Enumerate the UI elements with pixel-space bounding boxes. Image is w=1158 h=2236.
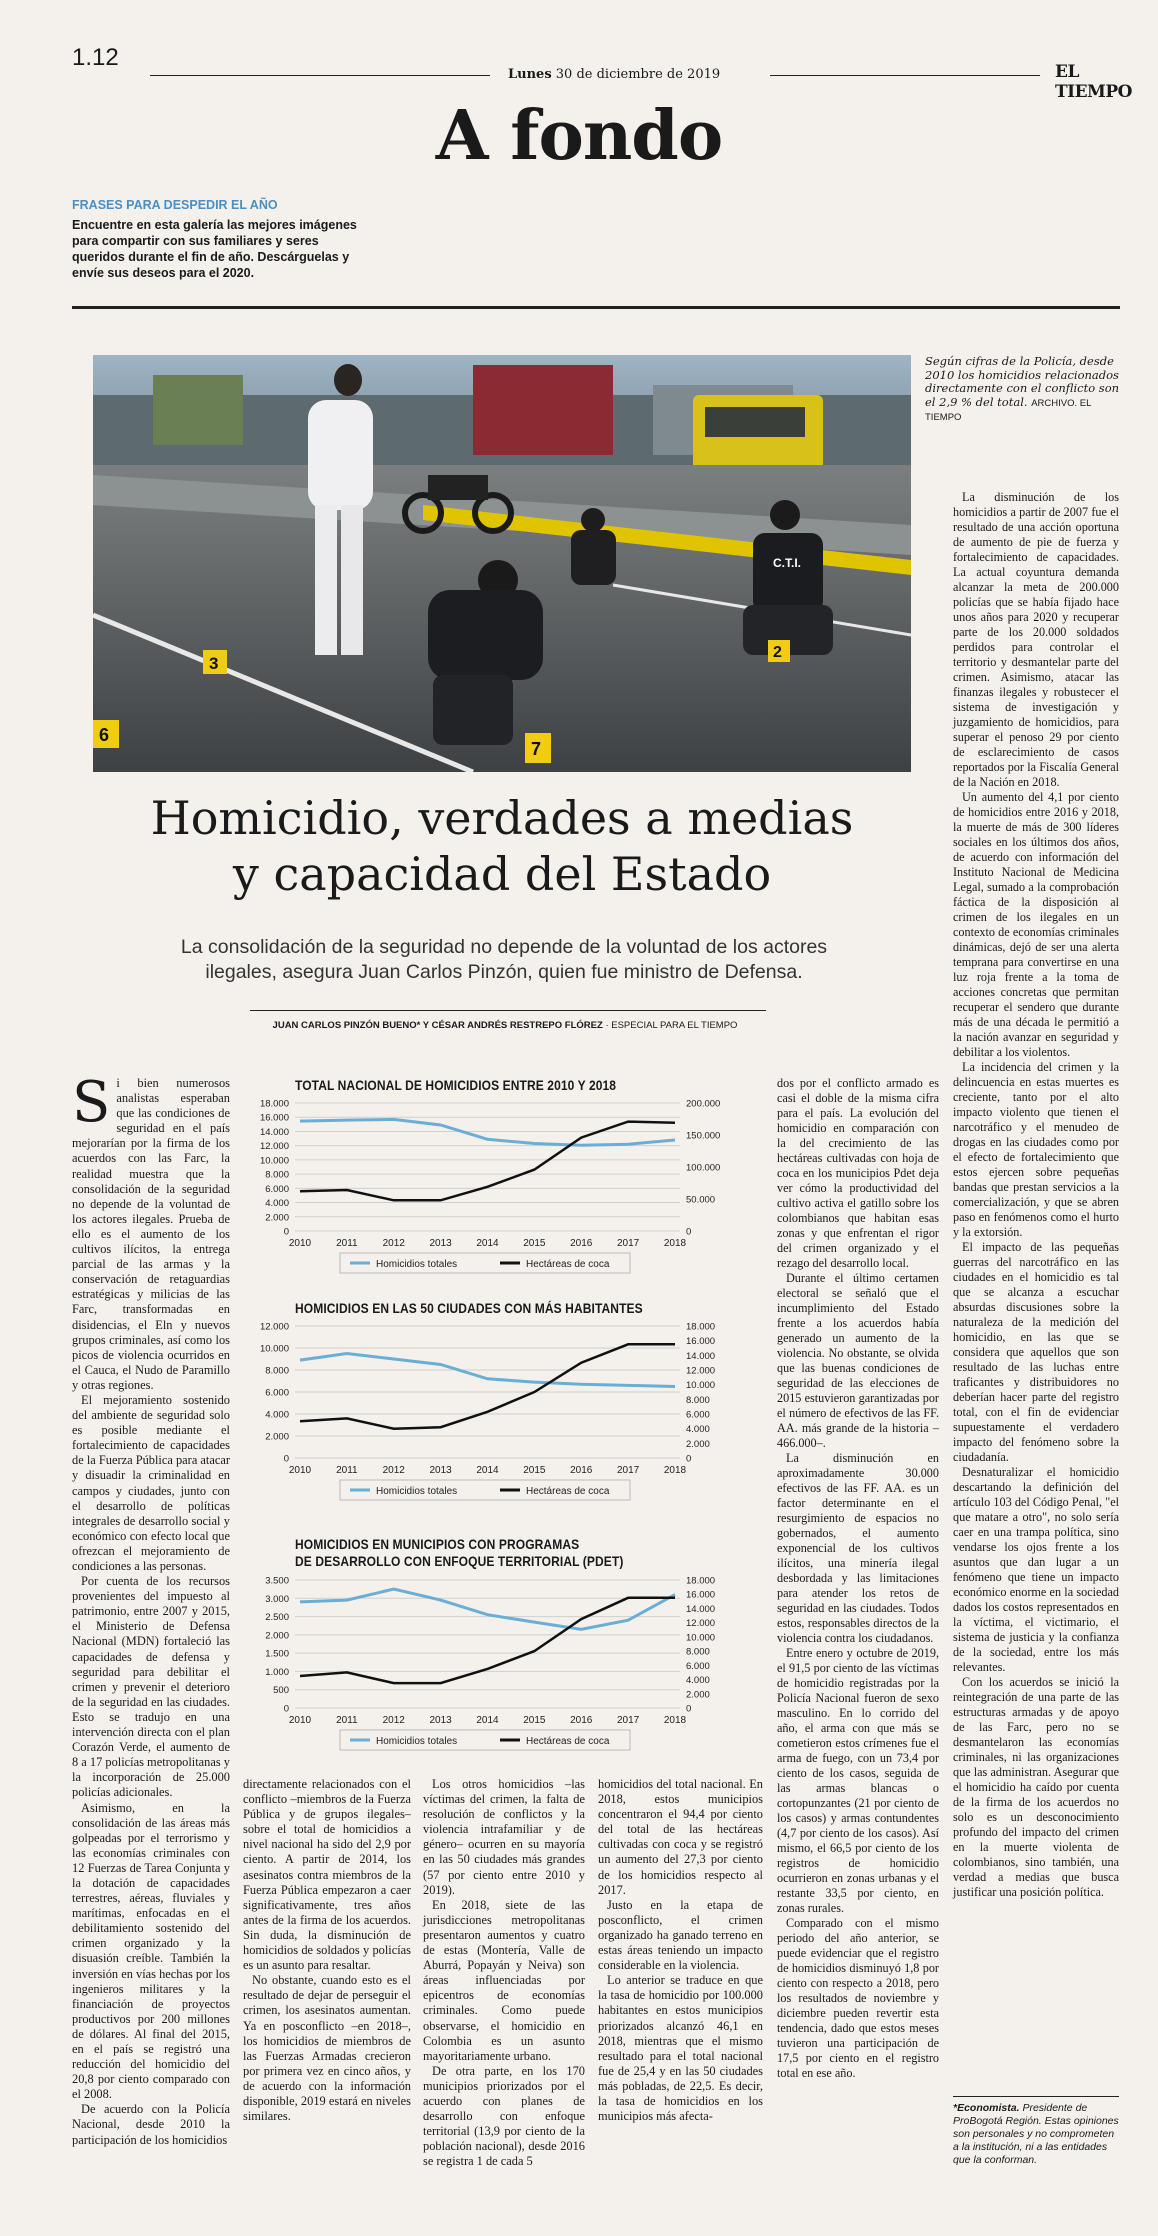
headline-line-1: Homicidio, verdades a medias (150, 791, 854, 845)
promo-text: Encuentre en esta galería las mejores imágenes para compartir con sus familiares y seres queridos durante el fin de año. Descárguelas y envíe sus deseos para el 2020. (72, 218, 357, 280)
chart-3-title (295, 1536, 623, 1570)
promo-kicker: FRASES PARA DESPEDIR EL AÑO (72, 198, 278, 212)
x-tick-label: 2012 (382, 1238, 405, 1249)
series-line-homicidios (300, 1589, 675, 1629)
x-tick-label: 2010 (288, 1238, 312, 1249)
chart-3 (240, 1572, 760, 1767)
article-deck: La consolidación de la seguridad no depende de la voluntad de los actores ilegales, asegura Juan Carlos Pinzón, quien fue ministro de Defensa. (180, 936, 828, 983)
x-tick-label: 2018 (663, 1715, 687, 1726)
legend-label: Hectáreas de coca (526, 1259, 610, 1270)
y-left-tick-label: 10.000 (259, 1343, 289, 1355)
caption-credit: ARCHIVO. EL TIEMPO (925, 397, 1092, 423)
masthead-date (508, 67, 720, 82)
y-left-tick-label: 0 (283, 1703, 289, 1715)
x-tick-label: 2016 (570, 1715, 593, 1726)
chart-2-title: HOMICIDIOS EN LAS 50 CIUDADES CON MÁS HABITANTES (295, 1300, 643, 1316)
paragraph: Por cuenta de los recursos provenientes del impuesto al patrimonio, entre 2007 y 2015, el Ministerio de Defensa Nacional (MDN) fortaleció las capacidades de defensa y seguridad para debilitar el crimen y prevenir el deterioro de la seguridad en las ciudades. Esto se tradujo en una intervención directa con el plan Corazón Verde, el aumento de 8 a 17 policías metropolitanas y la incorporación de 25.000 policías adicionales. (72, 1574, 230, 1800)
y-left-tick-label: 2.500 (265, 1612, 289, 1624)
article-column-6 (953, 490, 1119, 1900)
byline (0, 1020, 1010, 1031)
y-right-tick-label: 8.000 (686, 1394, 710, 1406)
x-tick-label: 2011 (336, 1238, 358, 1249)
headline-line-2: y capacidad del Estado (232, 847, 772, 901)
legend-label: Homicidios totales (376, 1736, 458, 1747)
paragraph: Entre enero y octubre de 2019, el 91,5 por ciento de las víctimas de homicidio registradas por la Policía Nacional fueron de sexo masculino. En lo corrido del año, el arma con que más se cometieron estos crímenes fue el arma de fuego, con un 73,4 por ciento de los casos, seguida de las armas blancas o cortopunzantes (21 por ciento de los casos) y armas contundentes (4,7 por ciento de los casos). Así mismo, el 66,5 por ciento de los registros de homicidio ocurrieron en zonas urbanas y el restante 33,5 por ciento, en zonas rurales. (777, 1646, 939, 1915)
y-left-tick-label: 2.000 (265, 1431, 289, 1443)
y-right-tick-label: 16.000 (686, 1589, 716, 1601)
chart-1 (240, 1095, 760, 1290)
x-tick-label: 2013 (429, 1715, 452, 1726)
x-tick-label: 2014 (476, 1465, 499, 1476)
y-left-tick-label: 3.000 (265, 1593, 289, 1605)
y-left-tick-label: 18.000 (259, 1098, 289, 1110)
y-right-tick-label: 100.000 (686, 1162, 721, 1174)
y-left-tick-label: 2.000 (265, 1630, 289, 1642)
x-tick-label: 2016 (570, 1238, 593, 1249)
y-left-tick-label: 3.500 (265, 1575, 289, 1587)
paragraph: Asimismo, en la consolidación de las áreas más golpeadas por el terrorismo y las economías criminales con 12 Fuerzas de Tarea Conjunta y la dotación de capacidades terrestres, aéreas, fluviales y marítimas, enfocadas en el debilitamiento sostenido del crimen organizado y la disuasión creíble. También la inversión en vías hechas por los ingenieros militares y la financiación de proyectos productivos por 200 millones de dólares. Al final del 2015, en el país se registró una reducción del homicidio del 20,8 por ciento comparado con el 2008. (72, 1800, 230, 2102)
crime-scene-photo (93, 355, 911, 772)
y-right-tick-label: 16.000 (686, 1336, 716, 1348)
footnote-label: *Economista. (953, 2102, 1020, 2114)
x-tick-label: 2012 (382, 1465, 405, 1476)
y-left-tick-label: 1.500 (265, 1648, 289, 1660)
paragraph: Justo en la etapa de posconflicto, el crimen organizado ha ganado terreno en estas áreas teniendo un impacto considerable en la violencia. (598, 1897, 763, 1973)
paragraph: i bien numerosos analistas esperaban que las condiciones de seguridad en el país mejorarían por la firma de los acuerdos con las Farc, la realidad muestra que la consolidación de la seguridad no depende de la voluntad de los actores ilegales. Prueba de ello es el aumento de los cultivos ilícitos, la entrega parcial de las armas y la conservación de retaguardias estratégicas y milicias de las Farc, transformadas en disidencias, el Eln y nuevos grupos criminales, así como los picos de violencia ocurridos en el Cauca, el Nudo de Paramillo y otras regiones. (72, 1076, 230, 1392)
y-right-tick-label: 0 (686, 1226, 692, 1238)
page-number: 1.12 (72, 44, 119, 71)
x-tick-label: 2015 (523, 1238, 546, 1249)
masthead-rule-right (770, 75, 1040, 76)
top-thick-rule (72, 306, 1120, 309)
paragraph: Lo anterior se traduce en que la tasa de homicidio por 100.000 habitantes en estos municipios priorizados alcanzó 46,1 en 2018, mientras que el mismo resultado para el total nacional fue de 25,4 y en las 50 ciudades más pobladas, de 22,5. Es decir, la tasa de homicidios en los municipios más afecta- (598, 1973, 763, 2124)
svg-text:3: 3 (209, 654, 219, 673)
y-right-tick-label: 50.000 (686, 1194, 716, 1206)
date-day: Lunes (508, 67, 552, 82)
y-right-tick-label: 4.000 (686, 1675, 710, 1687)
x-tick-label: 2010 (288, 1715, 312, 1726)
evidence-marker-3 (203, 650, 227, 674)
section-title: A fondo (435, 96, 723, 176)
paragraph: El mejoramiento sostenido del ambiente de seguridad solo es posible mediante el fortalecimiento de capacidades de la Fuerza Pública para atacar y disuadir la criminalidad en campos y ciudades, junto con el desarrollo de políticas integrales de desarrollo social y económico con efecto local que ofrezcan el mejoramiento de condiciones a las personas. (72, 1392, 230, 1573)
y-right-tick-label: 4.000 (686, 1424, 710, 1436)
y-left-tick-label: 10.000 (259, 1155, 289, 1167)
legend-label: Homicidios totales (376, 1259, 458, 1270)
article-column-1 (72, 1070, 230, 2148)
y-right-tick-label: 2.000 (686, 1689, 710, 1701)
chart-3-title-line-1: HOMICIDIOS EN MUNICIPIOS CON PROGRAMAS (295, 1536, 580, 1552)
x-tick-label: 2012 (382, 1715, 405, 1726)
article-column-4 (598, 1777, 763, 2124)
caption-text: Según cifras de la Policía, desde 2010 los homicidios relacionados directamente con el conflicto son el 2,9 % del total. (925, 354, 1120, 409)
x-tick-label: 2017 (617, 1238, 640, 1249)
dropcap: S (72, 1070, 111, 1135)
chart-1-title: TOTAL NACIONAL DE HOMICIDIOS ENTRE 2010 Y 2018 (295, 1077, 617, 1093)
y-left-tick-label: 6.000 (265, 1387, 289, 1399)
paragraph: La disminución en aproximadamente 30.000 efectivos de las FF. AA. es un factor determinante en el resurgimiento de espacios no gobernados, el aumento exponencial de los cultivos ilícitos, una minería ilegal desbordada y las limitaciones para atender los retos de seguridad en las ciudades. Todos estos, responsables directos de la violencia contra los ciudadanos. (777, 1451, 939, 1645)
y-right-tick-label: 18.000 (686, 1575, 716, 1587)
photo-caption (925, 355, 1120, 425)
date-rest: 30 de diciembre de 2019 (555, 67, 721, 82)
evidence-marker-6 (93, 720, 119, 748)
x-tick-label: 2015 (523, 1715, 546, 1726)
x-tick-label: 2018 (663, 1238, 687, 1249)
y-right-tick-label: 8.000 (686, 1646, 710, 1658)
paragraph: El impacto de las pequeñas guerras del narcotráfico en las ciudades en el homicidio es tal que se alcanza a escuchar absurdas discusiones sobre la naturaleza de la medición del homicidio, en las que se considera que aquellos que son resultado de las luchas entre traficantes y distribuidores no deberían hacer parte del registro total, con el fin de evidenciar supuestamente el verdadero impacto del fenómeno sobre la ciudadanía. (953, 1240, 1119, 1464)
x-tick-label: 2011 (336, 1465, 358, 1476)
photo-illustration (93, 355, 911, 772)
y-left-tick-label: 8.000 (265, 1365, 289, 1377)
paragraph: De otra parte, en los 170 municipios priorizados por el acuerdo con planes de desarrollo con enfoque territorial (13,9 por ciento de la población nacional), desde 2016 se registra 1 de cada 5 (423, 2063, 585, 2169)
paragraph: En 2018, siete de las jurisdicciones metropolitanas presentaron aumentos y cuatro de estas (Montería, Valle de Aburrá, Popayán y Neiva) son áreas influenciadas por epicentros de economías criminales. Como puede observarse, el homicidio en Colombia es un asunto mayoritariamente urbano. (423, 1897, 585, 2063)
x-tick-label: 2017 (617, 1465, 640, 1476)
paragraph: dos por el conflicto armado es casi el doble de la misma cifra para el país. La evolución del homicidio en comparación con la del crecimiento de las hectáreas cultivadas con hoja de coca en los municipios Pdet deja ver cómo la productividad del cultivo activa el gatillo sobre los colombianos que habitan esas zonas y que enfrentan el rigor del crimen organizado y el rezago del desarrollo local. (777, 1076, 939, 1270)
svg-text:6: 6 (99, 725, 110, 745)
y-left-tick-label: 0 (283, 1453, 289, 1465)
paragraph: La disminución de los homicidios a partir de 2007 fue el resultado de una acción oportuna de aumento de pie de fuerza y fortalecimiento de capacidades. La actual coyuntura demanda alcanzar la meta de 200.000 policías que se había fijado hace unos años para 2020 y recuperar parte de los 20.000 soldados perdidos para controlar el territorio y desmantelar parte del crimen. Asimismo, atacar las finanzas ilegales y robustecer el sistema de investigación y juzgamiento de homicidios, para superar el penoso 29 por ciento de esclarecimiento de casos reportados por la Fiscalía General de la Nación en 2018. (953, 490, 1119, 789)
evidence-marker-7 (525, 733, 551, 763)
vest-text: C.T.I. (773, 556, 802, 570)
paragraph: No obstante, cuando esto es el resultado de dejar de perseguir el crimen, los asesinatos aumentan. Ya en posconflicto –en 2018–, los homicidios de miembros de las Fuerzas Armadas crecieron por primera vez en cinco años, y de acuerdo con la información disponible, 2019 estará en niveles similares. (243, 1973, 411, 2124)
y-right-tick-label: 12.000 (686, 1618, 716, 1630)
y-right-tick-label: 6.000 (686, 1660, 710, 1672)
y-right-tick-label: 0 (686, 1453, 692, 1465)
y-right-tick-label: 10.000 (686, 1380, 716, 1392)
paragraph: La incidencia del crimen y la delincuencia en estas muertes es creciente, tanto por el alto impacto violento que tienen el narcotráfico y el menudeo de drogas en las ciudades como por el efecto de fortalecimiento que estos ejercen sobre pequeñas bandas que prestan servicios a la comercialización, y que se abren paso en fenómenos como el hurto y la extorsión. (953, 1060, 1119, 1239)
evidence-marker-2 (768, 640, 790, 662)
chart-3-title-line-2: DE DESARROLLO CON ENFOQUE TERRITORIAL (PDET) (295, 1553, 624, 1569)
paragraph: homicidios del total nacional. En 2018, estos municipios concentraron el 94,4 por ciento del total de las hectáreas cultivadas con coca y se registró un aumento del 27,3 por ciento de los homicidios respecto al 2017. (598, 1777, 763, 1897)
y-right-tick-label: 0 (686, 1703, 692, 1715)
x-tick-label: 2014 (476, 1238, 499, 1249)
x-tick-label: 2013 (429, 1465, 452, 1476)
byline-authors: JUAN CARLOS PINZÓN BUENO* Y CÉSAR ANDRÉS RESTREPO FLÓREZ (272, 1020, 603, 1031)
paragraph: Durante el último certamen electoral se señaló que el incumplimiento del Estado frente a los acuerdos había generado un aumento de la violencia. No obstante, se olvida que las buenas condiciones de seguridad de las elecciones de 2015 estuvieron garantizadas por el número de efectivos de las FF. AA. más grande de la historia –466.000–. (777, 1271, 939, 1450)
series-line-coca (300, 1598, 675, 1683)
footnote-rule (953, 2096, 1119, 2097)
y-left-tick-label: 8.000 (265, 1169, 289, 1181)
byline-rule (250, 1010, 766, 1011)
x-tick-label: 2011 (336, 1715, 358, 1726)
y-right-tick-label: 6.000 (686, 1409, 710, 1421)
x-tick-label: 2013 (429, 1238, 452, 1249)
y-right-tick-label: 200.000 (686, 1098, 721, 1110)
y-right-tick-label: 18.000 (686, 1321, 716, 1333)
y-left-tick-label: 14.000 (259, 1126, 289, 1138)
chart-2 (240, 1318, 760, 1518)
x-tick-label: 2017 (617, 1715, 640, 1726)
y-left-tick-label: 6.000 (265, 1183, 289, 1195)
y-right-tick-label: 10.000 (686, 1632, 716, 1644)
y-right-tick-label: 12.000 (686, 1365, 716, 1377)
masthead-rule-left (150, 75, 490, 76)
paragraph: Comparado con el mismo periodo del año anterior, se puede evidenciar que el registro de homicidios disminuyó 1,8 por ciento con respecto a 2018, pero los resultados de noviembre y diciembre pueden revertir esta tendencia, dado que estos meses tuvieron una participación de 17,5 por ciento en el registro total en ese año. (777, 1916, 939, 2080)
brand-logo: EL TIEMPO (1055, 62, 1132, 102)
y-left-tick-label: 2.000 (265, 1212, 289, 1224)
byline-suffix: · ESPECIAL PARA EL TIEMPO (605, 1020, 738, 1031)
y-left-tick-label: 12.000 (259, 1321, 289, 1333)
x-tick-label: 2010 (288, 1465, 312, 1476)
article-column-2 (243, 1777, 411, 2124)
x-tick-label: 2016 (570, 1465, 593, 1476)
y-left-tick-label: 12.000 (259, 1141, 289, 1153)
y-left-tick-label: 16.000 (259, 1112, 289, 1124)
series-line-homicidios (300, 1119, 675, 1145)
y-left-tick-label: 1.000 (265, 1666, 289, 1678)
article-column-5 (777, 1076, 939, 2081)
y-right-tick-label: 14.000 (686, 1350, 716, 1362)
footnote (953, 2102, 1119, 2167)
x-tick-label: 2014 (476, 1715, 499, 1726)
legend-label: Hectáreas de coca (526, 1736, 610, 1747)
headline (93, 790, 911, 902)
svg-text:2: 2 (773, 644, 782, 661)
y-right-tick-label: 2.000 (686, 1438, 710, 1450)
svg-text:7: 7 (531, 739, 542, 759)
y-left-tick-label: 4.000 (265, 1409, 289, 1421)
y-left-tick-label: 500 (273, 1685, 289, 1697)
y-left-tick-label: 0 (283, 1226, 289, 1238)
x-tick-label: 2018 (663, 1465, 687, 1476)
paragraph: Desnaturalizar el homicidio descartando la definición del artículo 103 del Código Penal, "el que matare a otro", no solo sería caer en una trampa política, sino vendarse los ojos frente a los asuntos que dan lugar a un fenómeno que tiene un impacto económico enorme en la sociedad dados los costos representados en la víctima, el victimario, el sistema de justicia y la confianza de la sociedad, entre los más relevantes. (953, 1465, 1119, 1674)
paragraph: directamente relacionados con el conflicto –miembros de la Fuerza Pública y de grupos ilegales– sobre el total de homicidios a nivel nacional ha sido del 2,9 por ciento. A partir de 2014, los asesinatos contra miembros de la Fuerza Pública empezaron a caer significativamente, tres años antes de la firma de los acuerdos. Sin duda, la disminución de homicidios de soldados y policías es un asunto para resaltar. (243, 1777, 411, 1973)
legend-label: Homicidios totales (376, 1486, 458, 1497)
y-right-tick-label: 150.000 (686, 1130, 721, 1142)
paragraph: Con los acuerdos se inició la reintegración de una parte de las estructuras armadas y de apoyo de las Farc, pero no se desmantelaron las economías criminales, ni las organizaciones que las administran. Asegurar que el homicidio ha caído por cuenta de la firma de los acuerdos no solo es un desconocimiento profundo del impacto del crimen en la muerte violenta de colombianos, sino también, una verdad a medias que busca justificar una posición política. (953, 1675, 1119, 1899)
paragraph: Un aumento del 4,1 por ciento de homicidios entre 2016 y 2018, la muerte de más de 300 líderes sociales en los últimos dos años, de acuerdo con información del Instituto Nacional de Medicina Legal, sumado a la comprobación fáctica de la disposición al crimen de los ilegales en un contexto de economías criminales dinámicas, dejó de ser una alerta temprana para convertirse en una luz roja frente a la toma de acciones concretas que permitan recuperar el sendero que durante más de una década le permitió a la nación avanzar en seguridad y debilitar a los violentos. (953, 790, 1119, 1059)
article-column-3 (423, 1777, 585, 2169)
x-tick-label: 2015 (523, 1465, 546, 1476)
y-right-tick-label: 14.000 (686, 1603, 716, 1615)
legend-label: Hectáreas de coca (526, 1486, 610, 1497)
paragraph: De acuerdo con la Policía Nacional, desde 2010 la participación de los homicidios (72, 2102, 230, 2147)
footnote-text: Presidente de ProBogotá Región. Estas opiniones son personales y no comprometen a la institución, ni a las entidades que la conforman. (953, 2102, 1119, 2166)
paragraph: Los otros homicidios –las víctimas del crimen, la falta de resolución de conflictos y la violencia intrafamiliar y de género– ocurren en su mayoría en las 50 ciudades más grandes (57 por ciento entre 2010 y 2019). (423, 1777, 585, 1897)
y-left-tick-label: 4.000 (265, 1198, 289, 1210)
